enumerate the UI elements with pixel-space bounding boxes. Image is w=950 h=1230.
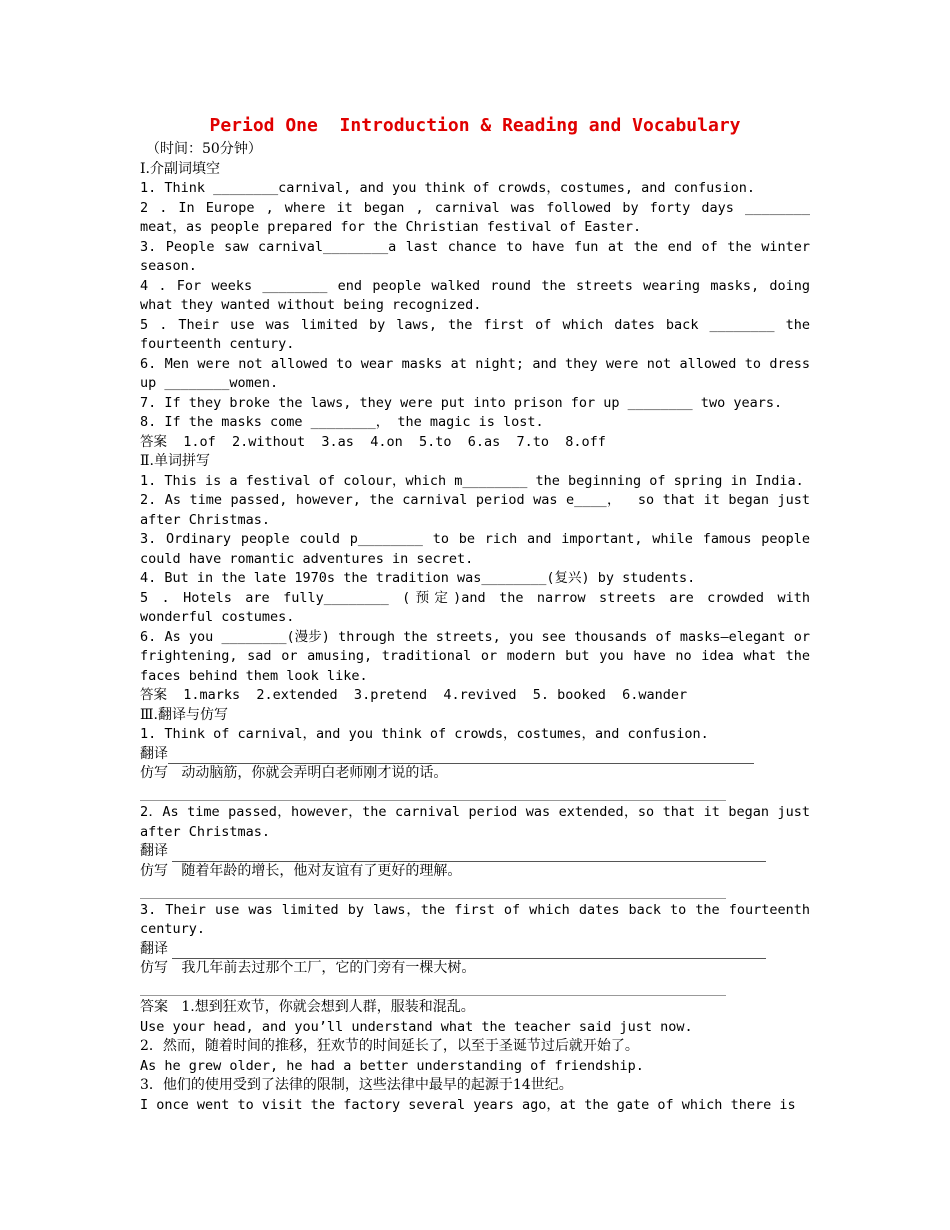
exercise-item: 4 . For weeks ________ end people walked round the streets wearing masks, doing what they wanted without being recognized.: [140, 277, 819, 313]
translate-answer-line[interactable]: [168, 749, 754, 764]
imitate-answer-line[interactable]: [140, 784, 810, 804]
time-limit: （时间：50分钟）: [146, 141, 262, 157]
translate-label: 翻译: [140, 843, 168, 859]
exercise-item: 6. Men were not allowed to wear masks at night; and they were not allowed to dress up ________women.: [140, 355, 819, 391]
section-2-heading: Ⅱ.单词拼写: [140, 453, 210, 469]
imitate-row: [140, 862, 810, 882]
translate-label: 翻译: [140, 745, 168, 762]
worksheet-page: [140, 112, 819, 1115]
translate-row: [140, 940, 810, 960]
answer-line: As he grew older, he had a better understanding of friendship.: [140, 1057, 644, 1074]
answer-label: 答案: [140, 687, 167, 703]
section-3-heading: Ⅲ.翻译与仿写: [140, 706, 228, 723]
imitate-prompt: 我几年前去过那个工厂，它的门旁有一棵大树。: [181, 960, 476, 976]
answer-line: 3．他们的使用受到了法律的限制，这些法律中最早的起源于14世纪。: [140, 1077, 573, 1093]
imitate-label: 仿写: [140, 960, 168, 976]
page-title: Period One Introduction & Reading and Vocabulary: [209, 115, 741, 136]
imitate-prompt: 随着年龄的增长，他对友谊有了更好的理解。: [181, 862, 462, 879]
answer-key: [140, 686, 810, 706]
answer-label: 答案: [140, 999, 168, 1015]
imitate-answer-line[interactable]: [140, 979, 810, 999]
answer-values: 1.marks 2.extended 3.pretend 4.revived 5. booked 6.wander: [167, 687, 688, 703]
exercise-item: 2. As time passed, however, the carnival period was e____， so that it began just after Christmas.: [140, 492, 819, 528]
imitate-label: 仿写: [140, 862, 168, 879]
answer-key: [140, 998, 810, 1018]
answer-key: [140, 433, 810, 453]
exercise-item: 3. Ordinary people could p________ to be rich and important, while famous people could have romantic adventures in secret.: [140, 531, 819, 567]
exercise-item: 7. If they broke the laws, they were put into prison for up ________ two years.: [140, 394, 783, 411]
answer-line: I once went to visit the factory several years ago，at the gate of which there is: [140, 1096, 796, 1113]
translate-answer-line[interactable]: [172, 944, 766, 959]
translate-row: [140, 745, 810, 765]
translate-label: 翻译: [140, 940, 168, 957]
exercise-item: 6. As you ________(漫步) through the streets, you see thousands of masks—elegant or frightening, sad or amusing, traditional or modern but you have no idea what the faces behind them look like.: [140, 628, 819, 684]
imitate-prompt: 动动脑筋，你就会弄明白老师刚才说的话。: [181, 765, 448, 781]
answer-line: Use your head, and you’ll understand what the teacher said just now.: [140, 1018, 693, 1035]
answer-label: 答案: [140, 433, 167, 450]
exercise-item: 5 . Hotels are fully________ (预定)and the narrow streets are crowded with wonderful costumes.: [140, 589, 819, 625]
exercise-item: 5 . Their use was limited by laws, the first of which dates back ________ the fourteenth century.: [140, 316, 819, 352]
imitate-label: 仿写: [140, 765, 168, 781]
exercise-item: 1. Think ________carnival, and you think of crowds，costumes, and confusion.: [140, 180, 755, 196]
exercise-item: 4. But in the late 1970s the tradition was________(复兴) by students.: [140, 570, 696, 586]
exercise-item: 2 . In Europe , where it began , carnival was followed by forty days ________ meat，as people prepared for the Christian festival of Easter.: [140, 199, 819, 235]
section-1-heading: Ⅰ.介副词填空: [140, 160, 220, 177]
translation-sentence: 2．As time passed，however，the carnival period was extended，so that it began just after Christmas.: [140, 804, 819, 840]
imitate-row: [140, 764, 810, 784]
translate-answer-line[interactable]: [172, 847, 766, 862]
translation-sentence: 3. Their use was limited by laws，the first of which dates back to the fourteenth century.: [140, 901, 819, 937]
answer-line: 2．然而，随着时间的推移，狂欢节的时间延长了，以至于圣诞节过后就开始了。: [140, 1038, 639, 1054]
translation-sentence: 1. Think of carnival，and you think of crowds，costumes，and confusion.: [140, 726, 709, 742]
exercise-item: 1. This is a festival of colour，which m________ the beginning of spring in India.: [140, 472, 804, 489]
imitate-answer-line[interactable]: [140, 881, 810, 901]
imitate-row: [140, 959, 810, 979]
translate-row: [140, 842, 810, 862]
answer-values: 1.of 2.without 3.as 4.on 5.to 6.as 7.to 8.off: [167, 433, 606, 450]
exercise-item: 3. People saw carnival________a last chance to have fun at the end of the winter season.: [140, 238, 819, 274]
exercise-item: 8. If the masks come ________， the magic is lost.: [140, 414, 544, 430]
answer-line: 1.想到狂欢节，你就会想到人群，服装和混乱。: [181, 999, 475, 1015]
